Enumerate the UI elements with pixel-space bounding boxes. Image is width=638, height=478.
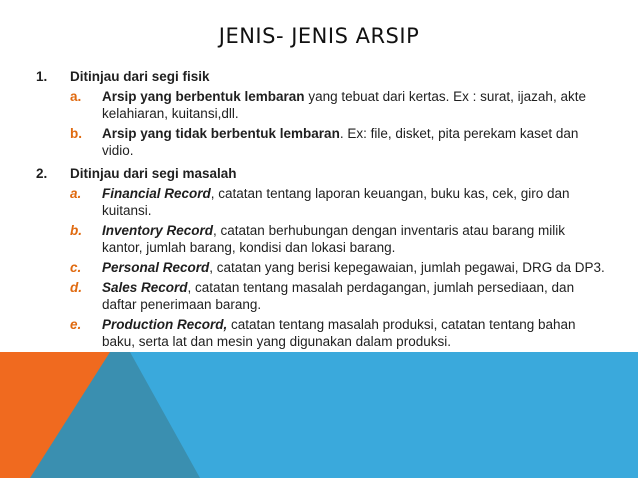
section-subject (36, 165, 606, 350)
item-desc: . Ex: file, disket, pita perekam kaset dan vidio. (102, 126, 579, 158)
item-term: Sales Record (102, 280, 188, 295)
section-number: 2. (36, 166, 48, 181)
list-item (36, 88, 606, 122)
slide-content (36, 68, 606, 356)
list-item (36, 316, 606, 350)
item-term: Inventory Record (102, 223, 214, 238)
item-term: Production Record, (102, 317, 228, 332)
item-term: Arsip yang tidak berbentuk lembaran (102, 126, 340, 141)
slide-title: JENIS- JENIS ARSIP (218, 24, 420, 48)
item-letter: b. (70, 126, 82, 141)
list-item (36, 259, 606, 276)
list-item (36, 279, 606, 313)
section-heading: Ditinjau dari segi masalah (70, 166, 237, 181)
list-item (36, 185, 606, 219)
list-item (36, 222, 606, 256)
section-physical (36, 68, 606, 159)
list-item (36, 125, 606, 159)
section-number: 1. (36, 69, 48, 84)
item-letter: c. (70, 260, 82, 275)
item-letter: a. (70, 186, 82, 201)
item-term: Personal Record (102, 260, 210, 275)
item-term: Financial Record (102, 186, 211, 201)
item-letter: d. (70, 280, 82, 295)
item-letter: e. (70, 317, 82, 332)
item-desc: , catatan tentang masalah perdagangan, jumlah persediaan, dan daftar penerimaan barang. (102, 280, 575, 312)
item-term: Arsip yang berbentuk lembaran (102, 89, 305, 104)
item-desc: , catatan tentang laporan keuangan, buku kas, cek, giro dan kuitansi. (102, 186, 570, 218)
item-desc: yang tebuat dari kertas. Ex : surat, ijazah, akte kelahiaran, kuitansi,dll. (102, 89, 586, 121)
item-desc: catatan tentang masalah produksi, catatan tentang bahan baku, serta lat dan mesin yang digunakan dalam produksi. (102, 317, 576, 349)
item-desc: , catatan berhubungan dengan inventaris atau barang milik kantor, jumlah barang, kondisi dan lokasi barang. (102, 223, 566, 255)
item-desc: , catatan yang berisi kepegawaian, jumlah pegawai, DRG da DP3. (209, 260, 605, 275)
item-letter: a. (70, 89, 82, 104)
item-letter: b. (70, 223, 82, 238)
section-heading: Ditinjau dari segi fisik (70, 69, 210, 84)
